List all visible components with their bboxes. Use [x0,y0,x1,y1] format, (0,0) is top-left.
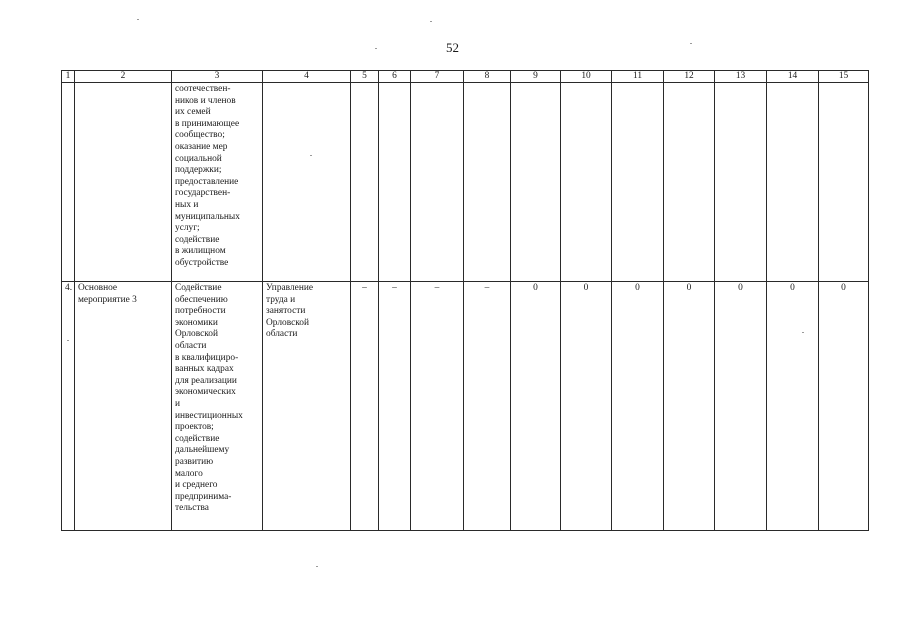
column-header-3: 3 [172,71,263,83]
scan-speck [375,48,377,49]
value-cell-10: 0 [561,282,612,531]
value-cell-5: – [351,282,379,531]
scan-speck [310,155,312,156]
value-cell-8: – [464,282,511,531]
value-cell-15: 0 [819,282,869,531]
scan-speck [137,19,139,20]
value-cell-10 [561,83,612,282]
row-number-cell: 4. [62,282,75,531]
column-header-11: 11 [612,71,664,83]
scan-speck [690,43,692,44]
scan-speck [67,340,69,341]
value-cell-6 [379,83,411,282]
value-cell-5 [351,83,379,282]
column-header-12: 12 [664,71,715,83]
value-cell-7: – [411,282,464,531]
executor-cell: Управление труда и занятости Орловской области [263,282,351,531]
value-cell-14: 0 [767,282,819,531]
value-cell-9 [511,83,561,282]
column-header-14: 14 [767,71,819,83]
value-cell-6: – [379,282,411,531]
description-cell: соотечествен- ников и членов их семей в принимающее сообщество; оказание мер социальной поддержки; предоставление государствен- ных и муниципальных услуг; содействие в жилищном обустройстве [172,83,263,282]
value-cell-9: 0 [511,282,561,531]
column-header-7: 7 [411,71,464,83]
value-cell-14 [767,83,819,282]
column-header-2: 2 [75,71,172,83]
table-header-row [62,71,869,83]
program-table [61,70,869,531]
event-name-cell [75,83,172,282]
value-cell-8 [464,83,511,282]
page-number: 52 [446,40,459,55]
value-cell-12 [664,83,715,282]
row-number-cell [62,83,75,282]
column-header-8: 8 [464,71,511,83]
event-name-cell: Основное мероприятие 3 [75,282,172,531]
value-cell-13: 0 [715,282,767,531]
scan-speck [316,566,318,567]
executor-cell [263,83,351,282]
value-cell-12: 0 [664,282,715,531]
column-header-13: 13 [715,71,767,83]
column-header-4: 4 [263,71,351,83]
value-cell-15 [819,83,869,282]
table-row [62,83,869,282]
value-cell-11 [612,83,664,282]
column-header-6: 6 [379,71,411,83]
column-header-1: 1 [62,71,75,83]
column-header-15: 15 [819,71,869,83]
table-row [62,282,869,531]
scan-speck [430,21,432,22]
value-cell-13 [715,83,767,282]
description-cell: Содействие обеспечению потребности экономики Орловской области в квалифициро- ванных кадрах для реализации экономических и инвестиционных проектов; содействие дальнейшему развитию малого и среднего предпринима- тельства [172,282,263,531]
column-header-9: 9 [511,71,561,83]
column-header-10: 10 [561,71,612,83]
column-header-5: 5 [351,71,379,83]
scan-speck [802,332,804,333]
value-cell-11: 0 [612,282,664,531]
value-cell-7 [411,83,464,282]
